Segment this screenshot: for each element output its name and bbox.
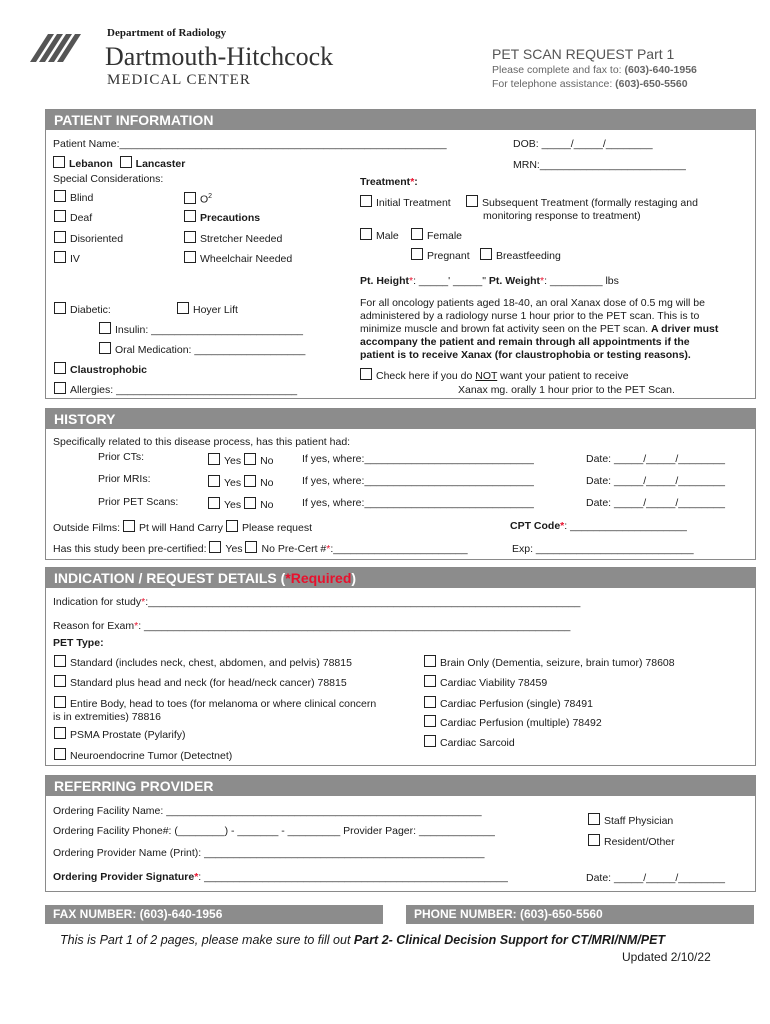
phone-line: For telephone assistance: (603)-650-5560 xyxy=(492,78,688,90)
dob-field[interactable]: DOB: _____/_____/________ xyxy=(513,138,653,150)
org-sub: MEDICAL CENTER xyxy=(107,72,251,88)
no-xanax-option: Check here if you do NOT want your patient to receive xyxy=(360,368,629,383)
precert-row: Has this study been pre-certified: Yes No Pre-Cert #*:_______________________ xyxy=(53,543,468,555)
deaf-checkbox[interactable] xyxy=(54,210,66,222)
female-option: Female xyxy=(411,228,462,243)
phone-number-bar: PHONE NUMBER: (603)-650-5560 xyxy=(406,905,754,924)
hoyer-checkbox[interactable] xyxy=(177,302,189,314)
history-row-label: Prior CTs: xyxy=(98,451,145,463)
precautions-option: Precautions xyxy=(184,210,260,225)
section-heading: INDICATION / REQUEST DETAILS (*Required) xyxy=(46,568,755,588)
indication-field[interactable]: Indication for study*:__________________________________________________________________________ xyxy=(53,596,581,608)
pet-option-checkbox[interactable] xyxy=(424,715,436,727)
pet-option: Cardiac Perfusion (single) 78491 xyxy=(424,696,593,711)
history-row-yesno: Yes No xyxy=(208,497,274,512)
fax-number-bar: FAX NUMBER: (603)-640-1956 xyxy=(45,905,383,924)
pet-type-label: PET Type: xyxy=(53,637,104,649)
pet-option: Entire Body, head to toes (for melanoma or where clinical concern xyxy=(54,696,376,711)
initial-treatment-checkbox[interactable] xyxy=(360,195,372,207)
blind-option: Blind xyxy=(54,190,93,205)
yes-checkbox[interactable] xyxy=(208,453,220,465)
subsequent-treatment-option: Subsequent Treatment (formally restaging and xyxy=(466,195,698,210)
history-row-where[interactable]: If yes, where:_____________________________ xyxy=(302,475,534,487)
please-request-checkbox[interactable] xyxy=(226,520,238,532)
history-row-where[interactable]: If yes, where:_____________________________ xyxy=(302,453,534,465)
stretcher-checkbox[interactable] xyxy=(184,231,196,243)
pregnant-checkbox[interactable] xyxy=(411,248,423,260)
wheelchair-option: Wheelchair Needed xyxy=(184,251,292,266)
pet-option-checkbox[interactable] xyxy=(54,727,66,739)
history-row-label: Prior PET Scans: xyxy=(98,496,179,508)
pet-option: Neuroendocrine Tumor (Detectnet) xyxy=(54,748,232,763)
precert-yes-checkbox[interactable] xyxy=(209,541,221,553)
lebanon-checkbox[interactable] xyxy=(53,156,65,168)
location-row: Lebanon Lancaster xyxy=(53,156,185,171)
subsequent-treatment-checkbox[interactable] xyxy=(466,195,478,207)
disoriented-checkbox[interactable] xyxy=(54,231,66,243)
lancaster-checkbox[interactable] xyxy=(120,156,132,168)
precautions-checkbox[interactable] xyxy=(184,210,196,222)
staff-physician-option: Staff Physician xyxy=(588,813,673,828)
footer-note: This is Part 1 of 2 pages, please make sure to fill out Part 2- Clinical Decision Support for CT/MRI/NM/PET xyxy=(60,933,666,947)
yes-checkbox[interactable] xyxy=(208,497,220,509)
staff-physician-checkbox[interactable] xyxy=(588,813,600,825)
xanax-notice: For all oncology patients aged 18-40, an oral Xanax dose of 0.5 mg will be administered by a radiology nurse 1 hour prior to the PET scan. This is to minimize muscle and brown fat activity seen on the PET scan. A driver must accompany the patient and remain through all appointments if the patient is to receive Xanax (for claustrophobia or testing reasons). xyxy=(360,297,719,361)
breastfeeding-checkbox[interactable] xyxy=(480,248,492,260)
mrn-field[interactable]: MRN:_________________________ xyxy=(513,159,686,171)
initial-treatment-option: Initial Treatment xyxy=(360,195,451,210)
hand-carry-checkbox[interactable] xyxy=(123,520,135,532)
insulin-option: Insulin: __________________________ xyxy=(99,322,303,337)
diabetic-option: Diabetic: xyxy=(54,302,111,317)
stretcher-option: Stretcher Needed xyxy=(184,231,282,246)
allergies-checkbox[interactable] xyxy=(54,382,66,394)
special-considerations-label: Special Considerations: xyxy=(53,173,164,185)
signature-date-field[interactable]: Date: _____/_____/________ xyxy=(586,872,725,884)
history-row-yesno: Yes No xyxy=(208,475,274,490)
provider-name-field[interactable]: Ordering Provider Name (Print): ________________________________________________ xyxy=(53,847,485,859)
history-row-where[interactable]: If yes, where:_____________________________ xyxy=(302,497,534,509)
history-intro: Specifically related to this disease process, has this patient had: xyxy=(53,436,351,448)
pet-option-checkbox[interactable] xyxy=(54,655,66,667)
pet-option-checkbox[interactable] xyxy=(424,735,436,747)
female-checkbox[interactable] xyxy=(411,228,423,240)
pet-option-checkbox[interactable] xyxy=(54,696,66,708)
pet-option-checkbox[interactable] xyxy=(54,748,66,760)
pet-option: Cardiac Sarcoid xyxy=(424,735,515,750)
no-xanax-cont: Xanax mg. orally 1 hour prior to the PET Scan. xyxy=(458,384,675,396)
oral-medication-option: Oral Medication: ___________________ xyxy=(99,342,305,357)
history-row-label: Prior MRIs: xyxy=(98,473,151,485)
height-weight-field[interactable]: Pt. Height*: _____' _____" Pt. Weight*: _________ lbs xyxy=(360,275,619,287)
deaf-option: Deaf xyxy=(54,210,92,225)
facility-phone-field[interactable]: Ordering Facility Phone#: (________) - _______ - _________ Provider Pager: _____________ xyxy=(53,825,495,837)
subsequent-treatment-cont: monitoring response to treatment) xyxy=(483,210,641,222)
patient-name-field[interactable]: Patient Name:________________________________________________________ xyxy=(53,138,447,150)
org-name: Dartmouth-Hitchcock xyxy=(105,42,334,71)
fax-line: Please complete and fax to: (603)-640-1956 xyxy=(492,64,697,76)
no-xanax-checkbox[interactable] xyxy=(360,368,372,380)
pet-option: Cardiac Perfusion (multiple) 78492 xyxy=(424,715,602,730)
pet-option: Standard (includes neck, chest, abdomen, and pelvis) 78815 xyxy=(54,655,352,670)
diabetic-checkbox[interactable] xyxy=(54,302,66,314)
section-heading: HISTORY xyxy=(46,409,755,429)
disoriented-option: Disoriented xyxy=(54,231,123,246)
pregnant-option: Pregnant xyxy=(411,248,470,263)
history-row-date[interactable]: Date: _____/_____/________ xyxy=(586,497,725,509)
breastfeeding-option: Breastfeeding xyxy=(480,248,561,263)
signature-field[interactable]: Ordering Provider Signature*: ____________________________________________________ xyxy=(53,871,508,883)
no-checkbox[interactable] xyxy=(244,475,256,487)
claustrophobic-checkbox[interactable] xyxy=(54,362,66,374)
male-option: Male xyxy=(360,228,399,243)
department-name: Department of Radiology xyxy=(107,27,227,39)
history-row-date[interactable]: Date: _____/_____/________ xyxy=(586,475,725,487)
precert-no-checkbox[interactable] xyxy=(245,541,257,553)
pet-option: PSMA Prostate (Pylarify) xyxy=(54,727,186,742)
allergies-option: Allergies: _______________________________ xyxy=(54,382,297,397)
o2-checkbox[interactable] xyxy=(184,192,196,204)
iv-checkbox[interactable] xyxy=(54,251,66,263)
resident-checkbox[interactable] xyxy=(588,834,600,846)
resident-option: Resident/Other xyxy=(588,834,675,849)
hoyer-option: Hoyer Lift xyxy=(177,302,238,317)
facility-name-field[interactable]: Ordering Facility Name: ______________________________________________________ xyxy=(53,805,482,817)
pet-option-checkbox[interactable] xyxy=(424,655,436,667)
yes-checkbox[interactable] xyxy=(208,475,220,487)
no-checkbox[interactable] xyxy=(244,497,256,509)
history-row-yesno: Yes No xyxy=(208,453,274,468)
pet-option-checkbox[interactable] xyxy=(424,675,436,687)
male-checkbox[interactable] xyxy=(360,228,372,240)
wheelchair-checkbox[interactable] xyxy=(184,251,196,263)
reason-field[interactable]: Reason for Exam*: _________________________________________________________________________ xyxy=(53,620,571,632)
pet-option: Cardiac Viability 78459 xyxy=(424,675,547,690)
treatment-label: Treatment*: xyxy=(360,176,418,188)
oral-medication-checkbox[interactable] xyxy=(99,342,111,354)
pet-option: Brain Only (Dementia, seizure, brain tumor) 78608 xyxy=(424,655,675,670)
outside-films-row: Outside Films: Pt will Hand Carry Please request xyxy=(53,522,313,534)
blind-checkbox[interactable] xyxy=(54,190,66,202)
dhmc-logo-icon xyxy=(30,28,88,64)
pet-option-checkbox[interactable] xyxy=(54,675,66,687)
updated-date: Updated 2/10/22 xyxy=(622,950,711,964)
form-title: PET SCAN REQUEST Part 1 xyxy=(492,46,675,62)
no-checkbox[interactable] xyxy=(244,453,256,465)
cpt-code-field[interactable]: CPT Code*: ____________________ xyxy=(510,520,687,532)
iv-option: IV xyxy=(54,251,80,266)
insulin-checkbox[interactable] xyxy=(99,322,111,334)
section-heading: REFERRING PROVIDER xyxy=(46,776,755,796)
o2-option: $O^2$ xyxy=(184,190,212,207)
pet-option: Standard plus head and neck (for head/neck cancer) 78815 xyxy=(54,675,347,690)
pet-option-checkbox[interactable] xyxy=(424,696,436,708)
section-heading: PATIENT INFORMATION xyxy=(46,110,755,130)
history-row-date[interactable]: Date: _____/_____/________ xyxy=(586,453,725,465)
claustrophobic-option: Claustrophobic xyxy=(54,362,147,377)
pet-option-cont: is in extremities) 78816 xyxy=(53,711,161,723)
exp-field[interactable]: Exp: ___________________________ xyxy=(512,543,694,555)
